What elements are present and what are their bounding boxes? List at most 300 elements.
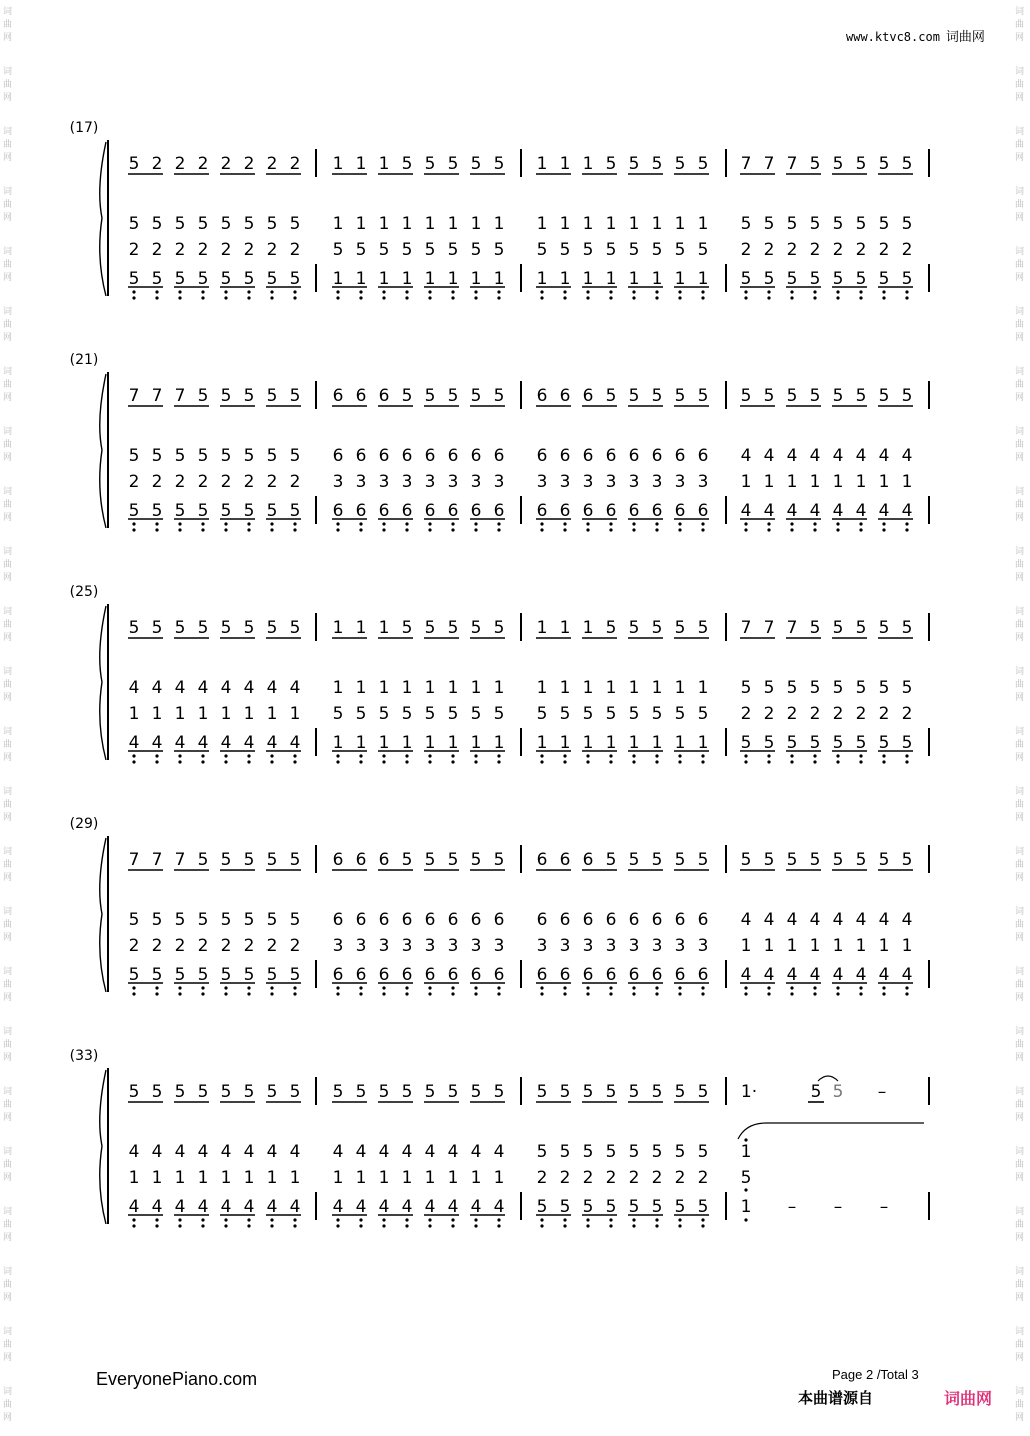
- middle-chord-note: 3: [447, 936, 459, 956]
- melody-note: 5: [697, 154, 709, 174]
- treble-chord-note: 6: [651, 910, 663, 930]
- octave-dot: [859, 760, 862, 763]
- treble-chord-note: 5: [197, 446, 209, 466]
- watermark-glyph: 曲: [3, 740, 13, 750]
- bass-note: 5: [174, 965, 186, 985]
- melody-note: 6: [536, 850, 548, 870]
- watermark-glyph: 词: [3, 847, 13, 857]
- melody-note: 5: [786, 850, 798, 870]
- middle-chord-note: 3: [651, 936, 663, 956]
- treble-chord-note: 4: [901, 446, 913, 466]
- octave-dot: [405, 986, 408, 989]
- middle-chord-note: 1: [763, 936, 775, 956]
- header-site-name: 词曲网: [945, 30, 985, 45]
- bass-note: 5: [220, 269, 232, 289]
- middle-chord-note: 5: [628, 240, 640, 260]
- watermark-glyph: 曲: [1015, 620, 1025, 630]
- melody-note: 5: [493, 850, 505, 870]
- melody-note: 5: [493, 1082, 505, 1102]
- treble-chord-note: 1: [582, 214, 594, 234]
- watermark-glyph: 词: [1015, 1027, 1025, 1037]
- bass-note: 5: [289, 501, 301, 521]
- watermark-glyph: 曲: [1015, 500, 1025, 510]
- melody-note: 5: [832, 618, 844, 638]
- treble-chord-note: 6: [424, 910, 436, 930]
- middle-chord-note: 2: [740, 240, 752, 260]
- octave-dot: [247, 986, 250, 989]
- melody-note: 5: [901, 618, 913, 638]
- bass-note: 5: [763, 269, 775, 289]
- octave-dot: [563, 754, 566, 757]
- octave-dot: [632, 754, 635, 757]
- bass-note: 5: [582, 1197, 594, 1217]
- watermark-glyph: 词: [3, 1147, 13, 1157]
- octave-dot: [293, 1218, 296, 1221]
- treble-chord-note: 1: [628, 214, 640, 234]
- watermark-glyph: 词: [1015, 427, 1025, 437]
- watermark-glyph: 曲: [1015, 1280, 1025, 1290]
- bass-note: 5: [786, 269, 798, 289]
- octave-dot: [678, 992, 681, 995]
- watermark-glyph: 网: [3, 213, 13, 223]
- middle-chord-note: 1: [855, 936, 867, 956]
- octave-dot: [632, 296, 635, 299]
- middle-chord-note: 1: [901, 472, 913, 492]
- bass-note: 1: [401, 269, 413, 289]
- watermark-glyph: 曲: [3, 680, 13, 690]
- melody-note: 5: [197, 386, 209, 406]
- middle-chord-note: 5: [447, 240, 459, 260]
- middle-chord-note: 1: [289, 704, 301, 724]
- watermark-glyph: 曲: [3, 1100, 13, 1110]
- watermark-glyph: 网: [1015, 333, 1025, 343]
- octave-dot: [701, 992, 704, 995]
- melody-note: 1: [378, 154, 390, 174]
- middle-chord-note: 1: [763, 472, 775, 492]
- melody-note: 5: [128, 1082, 140, 1102]
- watermark-glyph: 曲: [3, 1160, 13, 1170]
- middle-chord-note: 2: [128, 472, 140, 492]
- octave-dot: [224, 760, 227, 763]
- treble-chord-note: 6: [447, 446, 459, 466]
- melody-note: 5: [809, 850, 821, 870]
- measure-number: (33): [69, 1048, 99, 1064]
- octave-dot: [905, 986, 908, 989]
- watermark-glyph: 词: [3, 1087, 13, 1097]
- octave-dot: [359, 1224, 362, 1227]
- watermark-glyph: 词: [1015, 67, 1025, 77]
- melody-note: 2: [174, 154, 186, 174]
- treble-chord-note: 1: [378, 214, 390, 234]
- middle-chord-note: 2: [220, 472, 232, 492]
- bass-note: 1: [493, 733, 505, 753]
- watermark-glyph: 词: [3, 7, 13, 17]
- watermark-glyph: 词: [1015, 607, 1025, 617]
- treble-chord-note: 4: [243, 1142, 255, 1162]
- middle-chord-note: 2: [878, 704, 890, 724]
- octave-dot: [336, 1218, 339, 1221]
- watermark-glyph: 曲: [3, 1040, 13, 1050]
- watermark-glyph: 词: [3, 727, 13, 737]
- treble-chord-note: 1: [447, 678, 459, 698]
- treble-chord-note: 5: [243, 446, 255, 466]
- treble-chord-note: 6: [401, 446, 413, 466]
- treble-chord-note: 6: [470, 446, 482, 466]
- treble-chord-note: 5: [809, 214, 821, 234]
- watermark-glyph: 词: [1015, 1207, 1025, 1217]
- middle-chord-note: 3: [559, 472, 571, 492]
- bass-note: 5: [651, 1197, 663, 1217]
- bass-note: 4: [355, 1197, 367, 1217]
- middle-chord-note: 5: [582, 704, 594, 724]
- middle-chord-note: 3: [470, 936, 482, 956]
- melody-note: 5: [266, 618, 278, 638]
- middle-chord-note: 1: [855, 472, 867, 492]
- octave-dot: [744, 290, 747, 293]
- melody-note: 7: [763, 618, 775, 638]
- octave-dot: [132, 522, 135, 525]
- treble-chord-note: 1: [401, 214, 413, 234]
- treble-chord-note: 5: [243, 214, 255, 234]
- octave-dot: [382, 296, 385, 299]
- octave-dot: [382, 290, 385, 293]
- watermark-glyph: 曲: [1015, 1100, 1025, 1110]
- treble-chord-note: 5: [151, 446, 163, 466]
- octave-dot: [224, 986, 227, 989]
- treble-chord-note: 4: [832, 446, 844, 466]
- middle-chord-note: 2: [243, 472, 255, 492]
- bass-note: 6: [628, 965, 640, 985]
- bass-note: 5: [740, 733, 752, 753]
- watermark-glyph: 词: [3, 1207, 13, 1217]
- treble-chord-note: 5: [740, 214, 752, 234]
- melody-note: 5: [470, 154, 482, 174]
- watermark-glyph: 词: [1015, 487, 1025, 497]
- bass-note: 4: [401, 1197, 413, 1217]
- octave-dot: [270, 522, 273, 525]
- octave-dot: [678, 528, 681, 531]
- octave-dot: [359, 528, 362, 531]
- footer-brand: 词曲网: [944, 1389, 993, 1408]
- octave-dot: [178, 290, 181, 293]
- watermark-glyph: 词: [1015, 667, 1025, 677]
- treble-chord-note: 6: [582, 446, 594, 466]
- octave-dot: [632, 1218, 635, 1221]
- treble-chord-note: 5: [266, 446, 278, 466]
- watermark-glyph: 词: [1015, 127, 1025, 137]
- melody-note: 5: [878, 386, 890, 406]
- treble-chord-note: 5: [289, 446, 301, 466]
- octave-dot: [293, 290, 296, 293]
- octave-dot: [293, 760, 296, 763]
- treble-chord-note: 5: [151, 910, 163, 930]
- middle-chord-note: 5: [605, 704, 617, 724]
- octave-dot: [905, 754, 908, 757]
- melody-note: 5: [651, 1082, 663, 1102]
- octave-dot: [563, 760, 566, 763]
- bass-note: 6: [470, 965, 482, 985]
- watermark-glyph: 曲: [1015, 1400, 1025, 1410]
- watermark-glyph: 网: [1015, 33, 1025, 43]
- bass-note: 4: [740, 501, 752, 521]
- middle-chord-note: 1: [174, 704, 186, 724]
- melody-note: 1: [355, 618, 367, 638]
- middle-chord-note: 2: [786, 240, 798, 260]
- octave-dot: [540, 1218, 543, 1221]
- watermark-glyph: 网: [3, 873, 13, 883]
- treble-chord-note: 1: [697, 214, 709, 234]
- watermark-glyph: 词: [3, 1027, 13, 1037]
- octave-dot: [609, 760, 612, 763]
- middle-chord-note: 2: [697, 1168, 709, 1188]
- octave-dot: [382, 754, 385, 757]
- octave-dot: [813, 528, 816, 531]
- treble-chord-note: 1: [582, 678, 594, 698]
- treble-chord-note: 5: [197, 910, 209, 930]
- treble-chord-note: 1: [378, 678, 390, 698]
- bass-note: 1: [536, 733, 548, 753]
- middle-chord-note: 3: [536, 936, 548, 956]
- watermark-glyph: 曲: [1015, 140, 1025, 150]
- treble-chord-note: 5: [878, 678, 890, 698]
- watermark-glyph: 网: [1015, 1293, 1025, 1303]
- watermark-glyph: 词: [1015, 547, 1025, 557]
- middle-chord-note: 2: [266, 472, 278, 492]
- octave-dot: [247, 1218, 250, 1221]
- octave-dot: [905, 290, 908, 293]
- treble-chord-note: 5: [266, 214, 278, 234]
- watermark-glyph: 网: [1015, 393, 1025, 403]
- bass-note: 5: [151, 501, 163, 521]
- octave-dot: [813, 760, 816, 763]
- octave-dot: [563, 1218, 566, 1221]
- melody-note: 5: [582, 1082, 594, 1102]
- watermark-glyph: 网: [3, 753, 13, 763]
- melody-note: 5: [243, 386, 255, 406]
- melody-note: 5: [855, 850, 867, 870]
- middle-chord-note: 5: [697, 704, 709, 724]
- octave-dot: [428, 528, 431, 531]
- octave-dot: [813, 754, 816, 757]
- middle-chord-note: 2: [151, 240, 163, 260]
- melody-note: 1: [332, 154, 344, 174]
- bass-note: 6: [605, 965, 617, 985]
- melody-note: 7: [740, 154, 752, 174]
- octave-dot: [655, 528, 658, 531]
- octave-dot: [859, 754, 862, 757]
- treble-chord-note: 4: [878, 446, 890, 466]
- melody-note: 5: [424, 386, 436, 406]
- treble-chord-note: 6: [536, 446, 548, 466]
- octave-dot: [178, 1224, 181, 1227]
- treble-chord-note: 4: [832, 910, 844, 930]
- octave-dot: [178, 1218, 181, 1221]
- octave-dot: [270, 760, 273, 763]
- header-url-text[interactable]: www.ktvc8.com: [846, 30, 940, 44]
- treble-chord-note: 6: [332, 446, 344, 466]
- bass-note: 5: [559, 1197, 571, 1217]
- octave-dot: [790, 290, 793, 293]
- bass-note: 6: [697, 965, 709, 985]
- watermark-glyph: 曲: [1015, 1340, 1025, 1350]
- melody-note: 5: [674, 154, 686, 174]
- melody-note: 7: [128, 850, 140, 870]
- melody-note: 5: [289, 386, 301, 406]
- melody-note: 5: [220, 850, 232, 870]
- octave-dot: [405, 296, 408, 299]
- octave-dot: [382, 986, 385, 989]
- treble-chord-note: 4: [355, 1142, 367, 1162]
- melody-note: 5: [809, 386, 821, 406]
- octave-dot: [767, 522, 770, 525]
- octave-dot: [201, 290, 204, 293]
- watermark-glyph: 网: [3, 153, 13, 163]
- melody-note: 5: [786, 386, 798, 406]
- watermark-glyph: 网: [3, 1113, 13, 1123]
- tie: [818, 1076, 838, 1081]
- treble-chord-note: 1: [674, 678, 686, 698]
- octave-dot: [563, 290, 566, 293]
- treble-chord-note: 4: [447, 1142, 459, 1162]
- octave-dot: [655, 1218, 658, 1221]
- octave-dot: [563, 986, 566, 989]
- watermark-glyph: 曲: [3, 140, 13, 150]
- treble-chord-note: 1: [559, 214, 571, 234]
- melody-note: 1: [355, 154, 367, 174]
- bass-note: 1: [697, 269, 709, 289]
- treble-chord-note: 6: [628, 446, 640, 466]
- treble-chord-note: 4: [786, 446, 798, 466]
- octave-dot: [859, 522, 862, 525]
- bass-note: 5: [832, 269, 844, 289]
- melody-note: 5: [447, 618, 459, 638]
- watermark-glyph: 词: [1015, 907, 1025, 917]
- octave-dot: [155, 528, 158, 531]
- bass-note: 4: [197, 1197, 209, 1217]
- melody-note: 6: [355, 850, 367, 870]
- treble-chord-note: 1: [355, 678, 367, 698]
- middle-chord-note: 5: [582, 240, 594, 260]
- melody-note: 5: [447, 154, 459, 174]
- middle-chord-note: 2: [289, 936, 301, 956]
- octave-dot: [813, 296, 816, 299]
- watermark-glyph: 网: [1015, 573, 1025, 583]
- treble-chord-note: 5: [832, 214, 844, 234]
- middle-chord-note: 3: [378, 936, 390, 956]
- bass-note: 1: [447, 733, 459, 753]
- bass-note: 1: [582, 733, 594, 753]
- treble-chord-note: 4: [855, 446, 867, 466]
- octave-dot: [497, 290, 500, 293]
- treble-chord-note: 4: [809, 910, 821, 930]
- bass-note: 4: [470, 1197, 482, 1217]
- watermark-glyph: 网: [3, 93, 13, 103]
- octave-dot: [678, 1218, 681, 1221]
- middle-chord-note: 2: [605, 1168, 617, 1188]
- octave-dot: [655, 296, 658, 299]
- bass-note: 5: [243, 501, 255, 521]
- melody-note: 5: [740, 386, 752, 406]
- octave-dot: [359, 296, 362, 299]
- treble-chord-note: 4: [786, 910, 798, 930]
- octave-dot: [882, 760, 885, 763]
- bass-note: 4: [197, 733, 209, 753]
- watermark-glyph: 曲: [1015, 20, 1025, 30]
- octave-dot: [497, 986, 500, 989]
- melody-note: 5: [809, 618, 821, 638]
- middle-chord-note: 2: [628, 1168, 640, 1188]
- octave-dot: [882, 290, 885, 293]
- middle-chord-note: 1: [266, 1168, 278, 1188]
- treble-chord-note: 6: [628, 910, 640, 930]
- treble-chord-note: 5: [901, 678, 913, 698]
- octave-dot: [836, 754, 839, 757]
- bass-note: 6: [424, 965, 436, 985]
- octave-dot: [405, 522, 408, 525]
- octave-dot: [247, 528, 250, 531]
- melody-note: 2: [220, 154, 232, 174]
- middle-chord-note: 5: [651, 240, 663, 260]
- octave-dot: [540, 754, 543, 757]
- melody-note: 5: [401, 618, 413, 638]
- octave-dot: [586, 1224, 589, 1227]
- octave-dot: [905, 760, 908, 763]
- watermark-glyph: 词: [1015, 847, 1025, 857]
- watermark-glyph: 网: [3, 1293, 13, 1303]
- watermark-glyph: 曲: [1015, 680, 1025, 690]
- treble-chord-note: 5: [582, 1142, 594, 1162]
- treble-chord-note: 6: [651, 446, 663, 466]
- melody-note: 5: [809, 154, 821, 174]
- melody-note: 1: [332, 618, 344, 638]
- middle-chord-note: 2: [197, 936, 209, 956]
- watermark-glyph: 词: [3, 1267, 13, 1277]
- melody-note: 5: [763, 850, 775, 870]
- treble-chord-note: 5: [289, 214, 301, 234]
- bass-note: 1: [470, 269, 482, 289]
- bass-note: 6: [355, 965, 367, 985]
- treble-chord-note: 6: [378, 910, 390, 930]
- watermark-glyph: 词: [3, 907, 13, 917]
- octave-dot: [247, 296, 250, 299]
- melody-note: 5: [605, 1082, 617, 1102]
- treble-chord-note: 5: [786, 214, 798, 234]
- middle-chord-note: 1: [174, 1168, 186, 1188]
- octave-dot: [247, 522, 250, 525]
- bass-note: 5: [197, 269, 209, 289]
- octave-dot: [247, 290, 250, 293]
- bass-note: 4: [878, 965, 890, 985]
- octave-dot: [336, 754, 339, 757]
- watermark-glyph: 网: [1015, 813, 1025, 823]
- octave-dot: [132, 986, 135, 989]
- bass-note: 1: [378, 733, 390, 753]
- middle-chord-note: 3: [332, 472, 344, 492]
- bass-note: 1: [493, 269, 505, 289]
- melody-note: 5: [424, 618, 436, 638]
- octave-dot: [790, 296, 793, 299]
- melody-note: 1·: [740, 1082, 758, 1102]
- middle-chord-note: 2: [763, 240, 775, 260]
- bass-note: 4: [266, 733, 278, 753]
- middle-chord-note: 3: [332, 936, 344, 956]
- octave-dot: [701, 754, 704, 757]
- octave-dot: [609, 754, 612, 757]
- watermark-glyph: 曲: [3, 1340, 13, 1350]
- bass-note: 5: [740, 269, 752, 289]
- bass-note: 1: [332, 733, 344, 753]
- bass-note: 1: [401, 733, 413, 753]
